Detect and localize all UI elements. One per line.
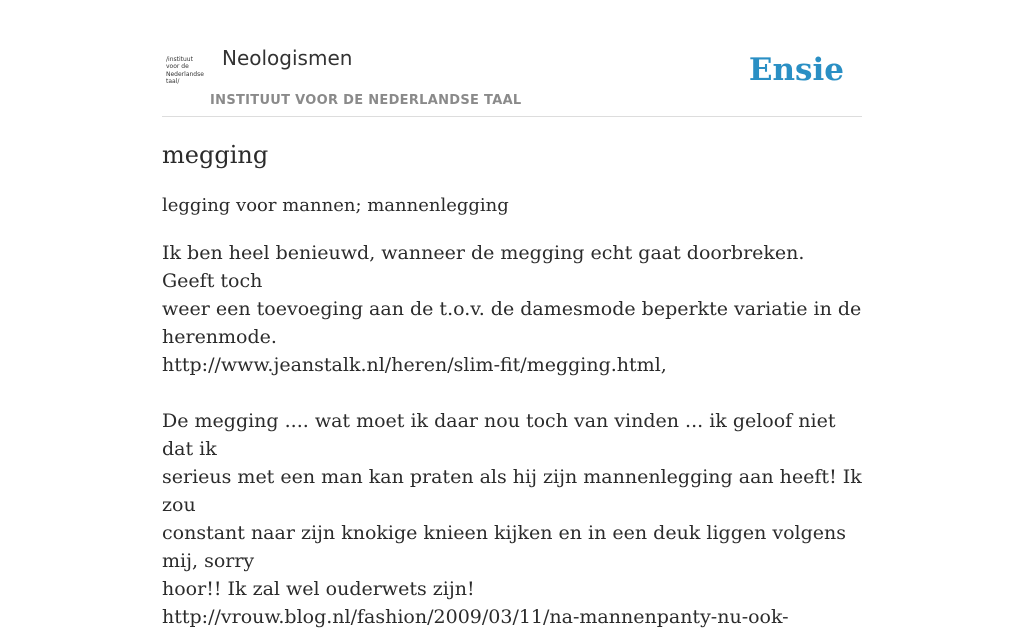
- example-text-line: Ik ben heel benieuwd, wanneer de megging echt gaat doorbreken. Geeft toch: [162, 242, 805, 292]
- entry-word: megging: [162, 141, 269, 169]
- example-source: http://www.jeanstalk.nl/heren/slim-fit/megging.html,: [162, 354, 667, 376]
- site-header: [162, 0, 862, 117]
- example-text-line: herenmode.: [162, 326, 277, 348]
- spacer: [162, 379, 862, 407]
- example-text-line: constant naar zijn knokige knieen kijken en in een deuk liggen volgens mij, sorry: [162, 522, 847, 572]
- site-name[interactable]: Neologismen: [222, 46, 353, 70]
- example-text-line: De megging .... wat moet ik daar nou toch van vinden ... ik geloof niet dat ik: [162, 410, 836, 460]
- inl-logo[interactable]: /instituut voor de Nederlandse taal/: [166, 56, 204, 85]
- example-text-line: weer een toevoeging aan de t.o.v. de damesmode beperkte variatie in de: [162, 298, 862, 320]
- site-subtitle: INSTITUUT VOOR DE NEDERLANDSE TAAL: [210, 93, 522, 108]
- entry-definition: legging voor mannen; mannenlegging: [162, 195, 509, 216]
- example-source: http://vrouw.blog.nl/fashion/2009/03/11/na-mannenpanty-nu-ook-: [162, 606, 789, 628]
- ensie-logo-link[interactable]: Ensie: [748, 52, 844, 88]
- page: [162, 0, 862, 628]
- example-text-line: hoor!! Ik zal wel ouderwets zijn!: [162, 578, 475, 600]
- entry-examples: [162, 239, 862, 631]
- example-text-line: serieus met een man kan praten als hij zijn mannenlegging aan heeft! Ik zou: [162, 466, 862, 516]
